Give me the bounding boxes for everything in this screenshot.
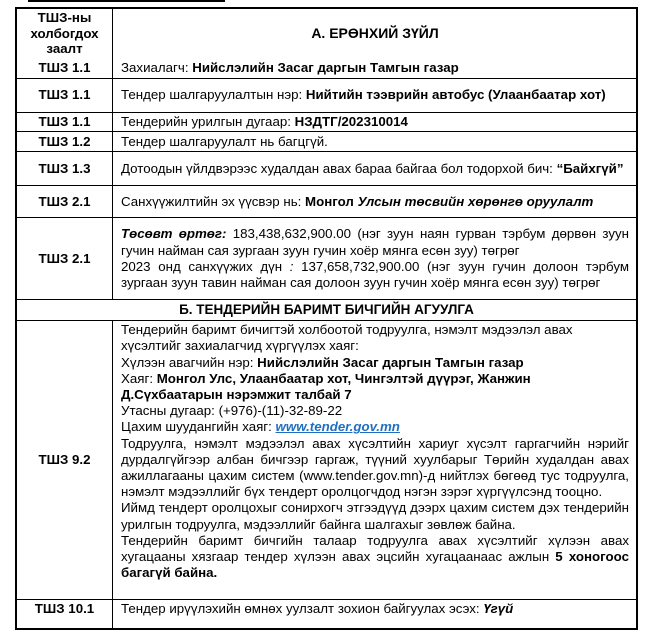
content-cell — [113, 132, 636, 151]
text-run: Нийслэлийн Засаг даргын Тамгын газар — [257, 354, 524, 370]
text-run: Тендер шалгаруулалт нь багцгүй. — [121, 133, 328, 149]
text-run: Улсын төсвийн хөрөнгө оруулалт — [357, 193, 594, 209]
content-paragraph — [121, 161, 629, 177]
text-run: Тендерийн урилгын дугаар: — [121, 114, 295, 129]
table-row — [17, 217, 636, 299]
text-run: Иймд тендерт оролцохыг сонирхогч этгээдүүд дээрх цахим систем дэх тендерийн урилгын тодруулга, мэдээллийг байнга шалгахыг зөвлөж байна. — [121, 500, 629, 532]
text-run: Үгүй — [483, 601, 514, 617]
ref-cell: ТШЗ 9.2 — [17, 321, 113, 599]
ref-cell: ТШЗ 2.1 — [17, 186, 113, 217]
cropped-row-edge-artifact — [28, 0, 225, 2]
content-paragraph — [121, 371, 629, 403]
section-header-b: Б. ТЕНДЕРИЙН БАРИМТ БИЧГИЙН АГУУЛГА — [179, 302, 474, 318]
tender-website-link[interactable]: www.tender.gov.mn — [275, 419, 400, 435]
content-paragraph — [121, 259, 629, 291]
text-run: 5 хоногоос багагүй байна. — [121, 549, 629, 581]
table-row — [17, 320, 636, 599]
section-header-row — [17, 299, 636, 320]
content-paragraph — [121, 322, 629, 354]
content-paragraph — [121, 436, 629, 501]
content-paragraph — [121, 60, 629, 76]
text-run: Нийслэлийн Засаг даргын Тамгын газар — [192, 59, 459, 75]
ref-cell: ТШЗ 1.1 — [17, 58, 113, 78]
text-run: Тендерийн баримт бичигтэй холбоотой тодруулга, нэмэлт мэдээлэл авах хүсэлтийг захиалагчид хүргүүлэх хаяг: — [121, 322, 573, 354]
text-run: Тендер шалгаруулалтын нэр: — [121, 87, 306, 103]
ref-cell: ТШЗ 1.1 — [17, 113, 113, 131]
content-paragraph — [121, 533, 629, 582]
ref-cell: ТШЗ 10.1 — [17, 600, 113, 628]
ref-cell: ТШЗ 1.2 — [17, 132, 113, 151]
content-paragraph — [121, 114, 629, 130]
text-run: Захиалагч: — [121, 59, 193, 75]
text-run: Дотоодын үйлдвэрээс худалдан авах бараа байгаа бол тодорхой бич: — [121, 160, 557, 176]
content-paragraph — [121, 601, 629, 617]
text-run: 137,658,732,900.00 (нэг зуун гучин долоон тэрбум зургаан зуун тавин найман сая долоон зуун гучин хоёр мянга есөн зуу) төгрөг — [121, 258, 629, 290]
content-cell — [113, 58, 636, 78]
content-cell — [113, 152, 636, 185]
content-cell — [113, 79, 636, 112]
table-row — [17, 112, 636, 131]
text-run: Төсөвт өртөг: — [121, 226, 227, 242]
table-header-row — [17, 9, 636, 58]
text-run: Тендер ирүүлэхийн өмнөх уулзалт зохион байгуулах эсэх: — [121, 601, 484, 617]
table-row — [17, 185, 636, 217]
text-run: : — [289, 258, 294, 274]
content-paragraph — [121, 355, 629, 371]
content-paragraph — [121, 419, 629, 435]
text-run: Хүлээн авагчийн нэр: — [121, 354, 258, 370]
text-run: Тендерийн баримт бичгийн талаар тодруулга авах хүсэлтийг хүлээн авах хугацааны хязгаар тендер хүлээн авах эцсийн хугацаанаас ажлын — [121, 532, 629, 565]
content-paragraph — [121, 403, 629, 419]
content-cell — [113, 113, 636, 131]
ref-cell: ТШЗ 1.1 — [17, 79, 113, 112]
column-header-ref: ТШЗ-ны холбогдох заалт — [17, 9, 113, 58]
ref-cell: ТШЗ 2.1 — [17, 218, 113, 299]
ref-cell: ТШЗ 1.3 — [17, 152, 113, 185]
text-run: Тодруулга, нэмэлт мэдээлэл авах хүсэлтийн хариуг хүсэлт гаргагчийн нэрийг дурдалгүйгээр албан бичгээр гаргаж, түүний хуулбарыг Төрийн худалдан авах ажиллагааны цахим систем (www.tender.gov.mn)-д нийтлэх бөгөөд тус тодруулга, нэмэлт мэдээллийг бүх тендерт оролцогчдод нэгэн зэрэг хүргүүлсэнд тооцно. — [121, 435, 629, 500]
content-cell — [113, 186, 636, 217]
text-run: Хаяг: — [121, 370, 157, 386]
text-run: 2023 онд санхүүжих дүн — [121, 258, 290, 274]
text-run: “Байхгүй” — [556, 160, 624, 176]
content-paragraph — [121, 134, 629, 150]
content-paragraph — [121, 194, 629, 210]
table-body — [17, 58, 636, 628]
text-run: НЗДТГ/202310014 — [294, 114, 408, 129]
content-paragraph — [121, 500, 629, 532]
table-row — [17, 78, 636, 112]
tender-requirements-table — [15, 7, 638, 630]
text-run: Санхүүжилтийн эх үүсвэр нь: — [121, 193, 306, 209]
text-run: Монгол — [305, 193, 358, 209]
table-row — [17, 58, 636, 78]
content-cell — [113, 321, 636, 599]
table-row — [17, 131, 636, 151]
section-a-title: А. ЕРӨНХИЙ ЗҮЙЛ — [311, 25, 439, 42]
text-run: Монгол Улс, Улаанбаатар хот, Чингэлтэй дүүрэг, Жанжин Д.Сүхбаатарын нэрэмжит талбай 7 — [121, 370, 531, 403]
text-run: 183,438,632,900.00 (нэг зуун наян гурван тэрбум дөрвөн зуун гучин найман сая зургаан зуун гучин хоёр мянга есөн зуу) төгрөг — [121, 226, 629, 258]
content-cell — [113, 218, 636, 299]
table-row — [17, 151, 636, 185]
text-run: Нийтийн тээврийн автобус (Улаанбаатар хот) — [305, 87, 606, 103]
content-cell — [113, 600, 636, 628]
column-header-section-a — [113, 9, 636, 58]
text-run: Утасны дугаар: (+976)-(11)-32-89-22 — [121, 403, 343, 419]
text-run: Цахим шуудангийн хаяг: — [121, 419, 276, 435]
content-paragraph — [121, 87, 629, 103]
content-paragraph — [121, 226, 629, 258]
